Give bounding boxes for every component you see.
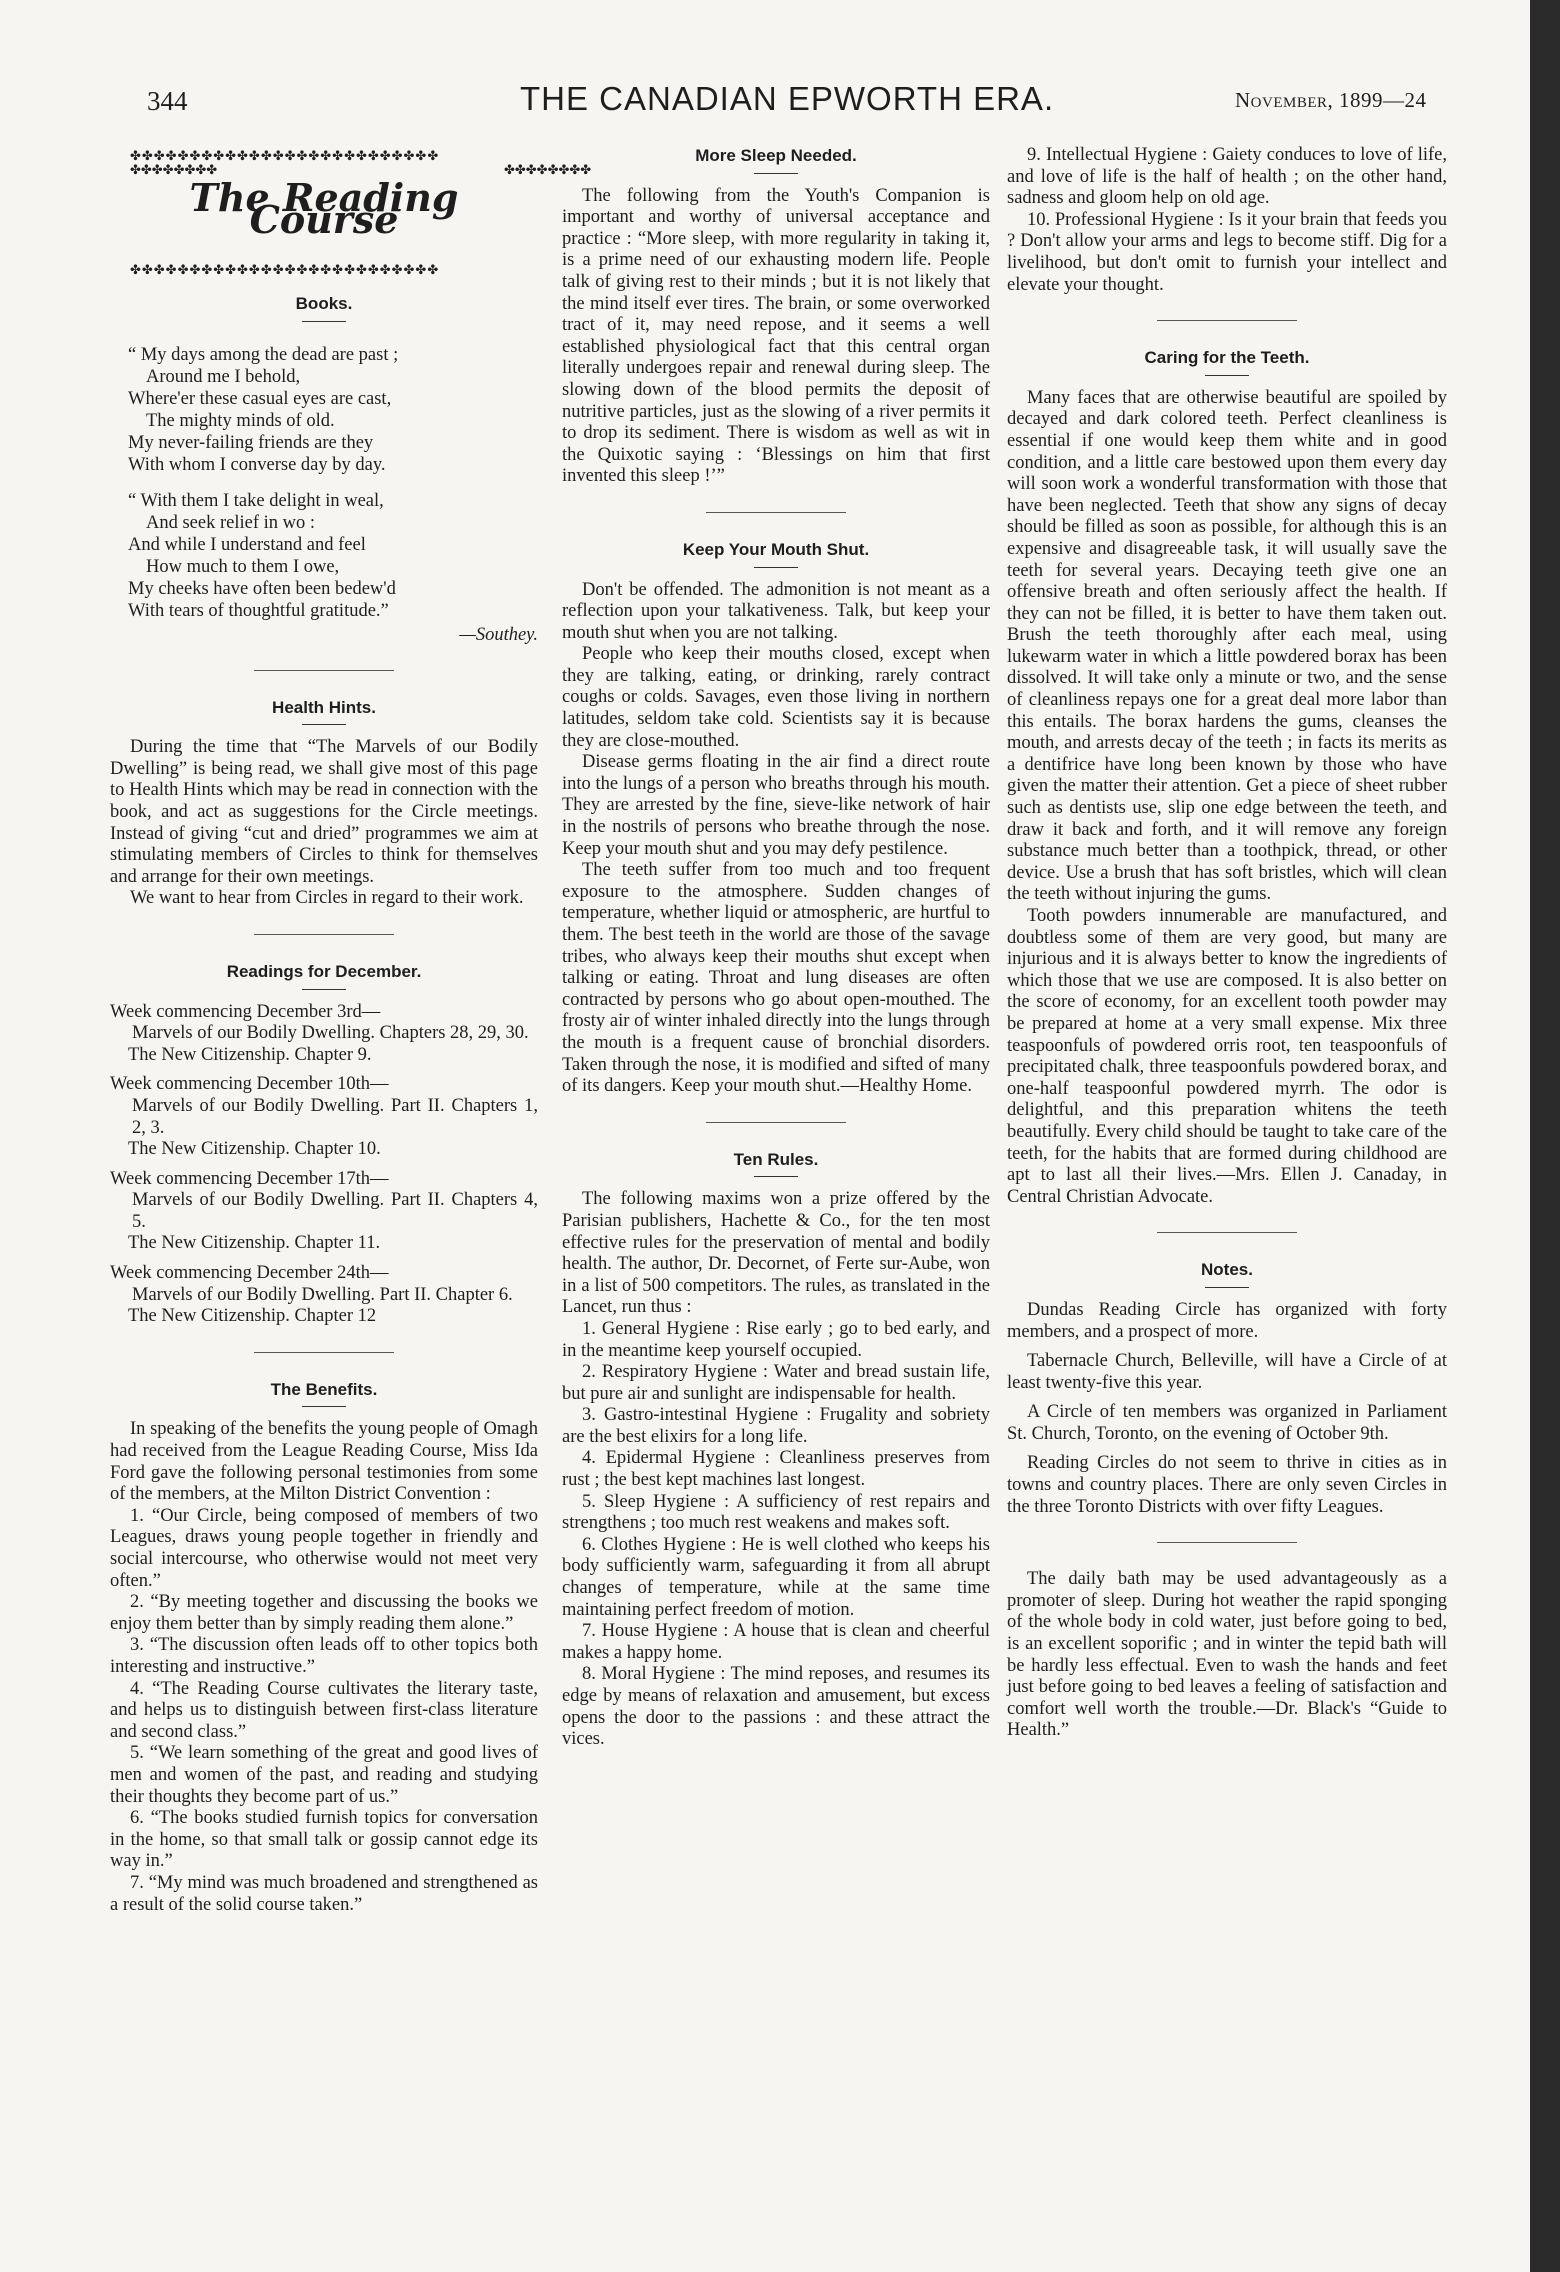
rule-item: 9. Intellectual Hygiene : Gaiety conduces to love of life, and love of life is the half of health ; on the other hand, sadness and gloom help on old age. (1007, 145, 1447, 209)
heading-rule (302, 724, 346, 725)
section-divider (254, 934, 394, 935)
column-right (1007, 145, 1447, 1742)
ten-rules-heading: Ten Rules. (733, 1149, 819, 1169)
page-edge-shadow (1530, 0, 1560, 2272)
paragraph: During the time that “The Marvels of our Bodily Dwelling” is being read, we shall give most of this page to Health Hints which may be read in connection with the book, and act as suggestions for the Circle meetings. Instead of giving “cut and dried” programmes we aim at stimulating members of Circles to think for themselves and arrange for their own meetings. (110, 737, 538, 887)
citizenship-line: The New Citizenship. Chapter 9. (128, 1044, 372, 1065)
rule-item: 10. Professional Hygiene : Is it your brain that feeds you ? Don't allow your arms and legs to become stiff. Dig for a livelihood, but don't omit to furnish your intellect and elevate your thought. (1007, 209, 1447, 295)
marvels-line: Marvels of our Bodily Dwelling. Chapters 28, 29, 30. (132, 1023, 529, 1044)
note: Tabernacle Church, Belleville, will have a Circle of at least twenty-five this year. (1007, 1351, 1447, 1393)
page-number: 344 (147, 86, 188, 116)
poem-line: Around me I behold, (146, 366, 301, 387)
poem-line: How much to them I owe, (146, 556, 340, 577)
paragraph: Tooth powders innumerable are manufactured, and doubtless some of them are very good, but many are injurious and it is always better to know the ingredients of which those that we use are composed. It is also better on the score of economy, for an excellent tooth powder may be prepared at home at a very small expense. Mix three teaspoonfuls of powdered orris root, ten teaspoonfuls of precipitated chalk, three teaspoonfuls powdered borax, and one-half teaspoonful powdered myrrh. The odor is delightful, and this preparation whitens the teeth beautifully. Every child should be taught to take care of the teeth, for the habits that are formed during childhood are apt to last all their lives.—Mrs. Ellen J. Canaday, in Central Christian Advocate. (1007, 906, 1447, 1207)
poem-line: The mighty minds of old. (146, 410, 335, 431)
rule-item: 8. Moral Hygiene : The mind reposes, and resumes its edge by means of relaxation and amusement, but excess opens the door to the passions : and these attract the vices. (562, 1664, 990, 1750)
poem-line: “ My days among the dead are past ; (128, 344, 399, 365)
reading-course-banner (110, 145, 592, 281)
paragraph: The teeth suffer from too much and too frequent exposure to the atmosphere. Sudden changes of temperature, whether liquid or atmospheric, are hurtful to them. The best teeth in the world are those of the savage tribes, who always keep their mouths shut except when talking or eating. Throat and lung diseases are often contracted by persons who go about open-mouthed. The frosty air of winter inhaled directly into the lungs through the mouth is a frequent cause of bronchial disorders. Taken through the nose, it is modified and sifted of many of its dangers. Keep your mouth shut.—Healthy Home. (562, 860, 990, 1097)
paragraph: In speaking of the benefits the young people of Omagh had received from the League Reading Course, Miss Ida Ford gave the following personal testimonies from some of the members, at the Milton District Convention : (110, 1419, 538, 1505)
section-divider (1157, 320, 1297, 321)
paragraph: 2. “By meeting together and discussing the books we enjoy them better than by simply reading them alone.” (110, 1592, 538, 1634)
paragraph: The following maxims won a prize offered by the Parisian publishers, Hachette & Co., for the ten most effective rules for the preservation of mental and bodily health. The author, Dr. Decornet, of Ferte sur-Aube, won in a list of 500 competitors. The rules, as translated in the Lancet, run thus : (562, 1189, 990, 1318)
section-divider (706, 512, 846, 513)
paragraph: Don't be offended. The admonition is not meant as a reflection upon your talkativeness. Talk, but keep your mouth shut when you are not talking. (562, 579, 990, 643)
notes-heading: Notes. (1201, 1260, 1253, 1280)
paragraph: 7. “My mind was much broadened and strengthened as a result of the solid course taken.” (110, 1872, 538, 1915)
poem-line: My cheeks have often been bedew'd (128, 578, 396, 599)
reading-week (110, 1074, 538, 1160)
heading-rule (302, 321, 346, 322)
rule-item: 4. Epidermal Hygiene : Cleanliness preserves from rust ; the best kept machines last longest. (562, 1448, 990, 1491)
reading-week (110, 1263, 538, 1328)
paragraph: 5. “We learn something of the great and good lives of men and women of the past, and reading and studying their thoughts they become part of us.” (110, 1743, 538, 1807)
heading-rule (754, 173, 798, 174)
section-divider (706, 1122, 846, 1123)
poem-line: “ With them I take delight in weal, (128, 490, 384, 511)
banner-title: The Reading Course (189, 175, 459, 242)
ornament-border-bottom: ✤✤✤✤✤✤✤✤✤✤✤✤✤✤✤✤✤✤✤✤✤✤✤✤✤✤ (130, 262, 440, 277)
week-line: Week commencing December 17th— (110, 1168, 389, 1189)
paragraph: The daily bath may be used advantageously as a promoter of sleep. During hot weather the rapid sponging of the whole body in cold water, just before going to bed, is an excellent soporific ; and in winter the tepid bath will be hardly less effectual. Even to wash the hands and feet just before going to bed leaves a feeling of satisfaction and comfort well worth the trouble.—Dr. Black's “Guide to Health.” (1007, 1569, 1447, 1741)
note: Dundas Reading Circle has organized with forty members, and a prospect of more. (1007, 1299, 1447, 1342)
heading-rule (754, 1176, 798, 1177)
mouth-heading: Keep Your Mouth Shut. (682, 539, 870, 559)
heading-rule (1205, 1287, 1249, 1288)
marvels-line: Marvels of our Bodily Dwelling. Part II. Chapters 4, 5. (132, 1190, 538, 1232)
paragraph: 4. “The Reading Course cultivates the literary taste, and helps us to distinguish between first-class literature and second class.” (110, 1678, 538, 1742)
note: Reading Circles do not seem to thrive in cities as in towns and country places. There are only seven Circles in the three Toronto Districts with over fifty Leagues. (1007, 1453, 1447, 1517)
section-divider (254, 1352, 394, 1353)
paragraph: 6. “The books studied furnish topics for conversation in the home, so that small talk or gossip cannot edge its way in.” (110, 1808, 538, 1872)
reading-week (110, 1002, 538, 1067)
marvels-line: Marvels of our Bodily Dwelling. Part II. Chapter 6. (132, 1284, 513, 1305)
column-left (110, 145, 592, 1916)
rule-item: 3. Gastro-intestinal Hygiene : Frugality and sobriety are the best elixirs for a long life. (562, 1405, 990, 1447)
teeth-heading: Caring for the Teeth. (1144, 348, 1310, 368)
poem-line: Where'er these casual eyes are cast, (128, 388, 392, 409)
column-middle (562, 145, 990, 1751)
masthead-title: THE CANADIAN EPWORTH ERA. (520, 80, 1055, 117)
issue-date: November, 1899—24 (1235, 88, 1427, 112)
poem-line: And seek relief in wo : (146, 512, 316, 533)
ornament-border-top: ✤✤✤✤✤✤✤✤✤✤✤✤✤✤✤✤✤✤✤✤✤✤✤✤✤✤ (130, 148, 440, 163)
week-line: Week commencing December 3rd— (110, 1001, 381, 1022)
ornament-border-left: ✤✤✤✤✤✤✤✤ (130, 162, 218, 177)
paragraph: Many faces that are otherwise beautiful are spoiled by decayed and dark colored teeth. Perfect cleanliness is essential if one would keep them white and in good condition, and a little care bestowed upon them every day will soon work a wonderful transformation with those that have been neglected. Teeth that show any signs of decay should be filled as soon as possible, for although this is an expensive and disagreeable task, it will usually save the teeth for several years. Decaying teeth give one an offensive breath and often seriously affect the health. If they can not be filled, it is better to have them taken out. Brush the teeth thoroughly after each meal, using lukewarm water in which a little powdered borax has been dissolved. It will take only a minute or two, and the sense of cleanliness repays one for a great deal more labor than this entails. The borax hardens the gums, cleanses the mouth, and arrests decay of the teeth ; in facts its merits as a dentifrice have long been known by those who have given the matter their attention. Get a piece of sheet rubber such as dentists use, slip one edge between the teeth, and draw it back and forth, and it will remove any foreign substance much better than a toothpick, thread, or other device. Use a brush that has soft bristles, which will clean the teeth without injuring the gums. (1007, 387, 1447, 905)
poem-attribution: —Southey. (459, 624, 538, 645)
paragraph: 3. “The discussion often leads off to other topics both interesting and instructive.” (110, 1635, 538, 1677)
rule-item: 5. Sleep Hygiene : A sufficiency of rest repairs and strengthens ; too much rest weakens and makes soft. (562, 1491, 990, 1534)
paragraph: Disease germs floating in the air find a direct route into the lungs of a person who breaths through his mouth. They are arrested by the fine, sieve-like network of hair in the nostrils of persons who breathe through the nose. Keep your mouth shut and you may defy pestilence. (562, 752, 990, 859)
ornament-border-right: ✤✤✤✤✤✤✤✤ (504, 162, 592, 177)
poem-line: And while I understand and feel (128, 534, 366, 555)
sleep-heading: More Sleep Needed. (695, 146, 857, 165)
heading-rule (302, 1406, 346, 1407)
rule-item: 6. Clothes Hygiene : He is well clothed who keeps his body sufficiently warm, safeguarding it from all abrupt changes of temperature, while at the same time maintaining perfect freedom of motion. (562, 1534, 990, 1620)
heading-rule (1205, 375, 1249, 376)
poem-line: With whom I converse day by day. (128, 454, 386, 475)
heading-rule (754, 567, 798, 568)
section-divider (1157, 1232, 1297, 1233)
rule-item: 2. Respiratory Hygiene : Water and bread sustain life, but pure air and sunlight are indispensable for health. (562, 1362, 990, 1404)
paragraph: People who keep their mouths closed, except when they are talking, eating, or drinking, rarely contract coughs or colds. Savages, even those living in northern latitudes, seldom take cold. Scientists say it is because they are close-mouthed. (562, 644, 990, 751)
poem-line: My never-failing friends are they (128, 432, 374, 453)
reading-week (110, 1169, 538, 1255)
citizenship-line: The New Citizenship. Chapter 12 (128, 1306, 377, 1327)
paragraph: We want to hear from Circles in regard to their work. (130, 888, 524, 909)
citizenship-line: The New Citizenship. Chapter 11. (128, 1233, 381, 1254)
rule-item: 1. General Hygiene : Rise early ; go to bed early, and in the meantime keep yourself occupied. (562, 1318, 990, 1361)
heading-rule (302, 989, 346, 990)
books-heading: Books. (295, 294, 353, 313)
week-line: Week commencing December 24th— (110, 1263, 389, 1284)
poem-line: With tears of thoughtful gratitude.” (128, 600, 389, 621)
section-divider (1157, 1542, 1297, 1543)
marvels-line: Marvels of our Bodily Dwelling. Part II. Chapters 1, 2, 3. (132, 1095, 538, 1138)
readings-heading: Readings for December. (226, 961, 422, 981)
health-hints-heading: Health Hints. (272, 697, 376, 717)
benefits-heading: The Benefits. (270, 1379, 378, 1399)
rule-item: 7. House Hygiene : A house that is clean and cheerful makes a happy home. (562, 1621, 990, 1663)
week-line: Week commencing December 10th— (110, 1074, 389, 1095)
paragraph: 1. “Our Circle, being composed of members of two Leagues, draws young people together in friendly and social intercourse, who otherwise would not meet very often.” (110, 1505, 538, 1591)
section-divider (254, 670, 394, 671)
poem (128, 344, 538, 646)
citizenship-line: The New Citizenship. Chapter 10. (128, 1139, 381, 1160)
note: A Circle of ten members was organized in Parliament St. Church, Toronto, on the evening of October 9th. (1007, 1402, 1447, 1444)
paragraph: The following from the Youth's Companion is important and worthy of universal acceptance and practice : “More sleep, with more regularity in taking it, is a prime need of our exhausting modern life. People talk of giving rest to their minds ; but it is not likely that the mind itself ever tires. The brain, or some overworked tract of it, may need repose, and it seems a well established physiological fact that this central organ literally undergoes repair and renewal during sleep. The slowing down of the blood permits the deposit of nutritive particles, just as the slowing of a river permits it to drop its sediment. There is wisdom as well as wit in the Quixotic saying : ‘Blessings on him that first invented this sleep !’” (562, 185, 990, 487)
